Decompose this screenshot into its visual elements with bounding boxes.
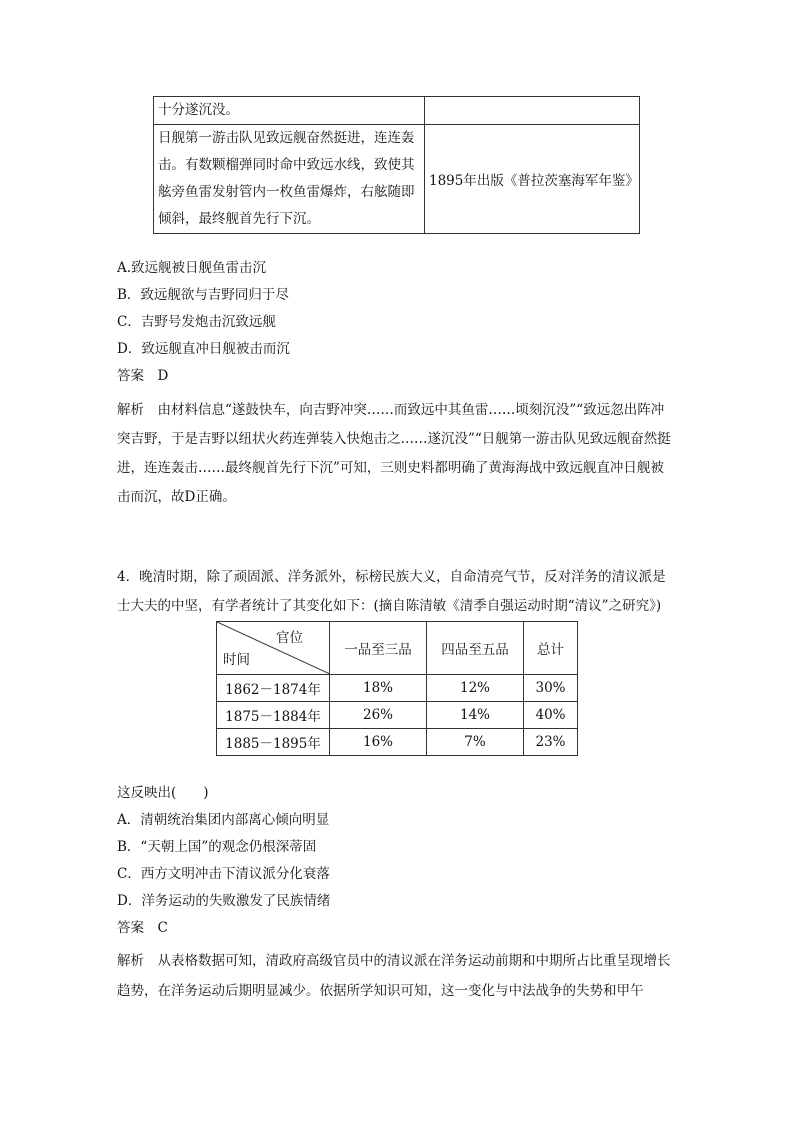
q4-prompt: 这反映出( ) — [117, 785, 209, 801]
table-row — [154, 125, 640, 234]
source-cell-text: 日舰第一游击队见致远舰奋然挺进，连连轰击。有数颗榴弹同时命中致远水线，致使其舷旁鱼雷发射管内一枚鱼雷爆炸，右舷随即倾斜，最终舰首先行下沉。 — [154, 125, 425, 234]
diagonal-header-cell — [217, 622, 330, 675]
q4-analysis: 解析 从表格数据可知，清政府高级官员中的清议派在洋务运动前期和中期所占比重呈现增长趋势，在洋务运动后期明显减少。依据所学知识可知，这一变化与中法战争的失势和甲午 — [117, 953, 671, 999]
q4-option-c: C．西方文明冲击下清议派分化衰落 — [117, 866, 330, 882]
table-header-row — [217, 622, 578, 675]
table-cell: 14% — [427, 702, 524, 729]
table-cell: 26% — [330, 702, 427, 729]
row-period: 1885－1895年 — [217, 729, 330, 756]
header-rank: 官位 — [276, 630, 303, 646]
q3-option-d: D．致远舰直冲日舰被击而沉 — [117, 341, 290, 357]
row-period: 1875－1884年 — [217, 702, 330, 729]
table-cell: 30% — [524, 675, 578, 702]
q3-answer: 答案 D — [117, 368, 169, 384]
q3-analysis: 解析 由材料信息“遂鼓快车，向吉野冲突……而致远中其鱼雷……顷刻沉没”“致远忽出阵冲突吉野，于是吉野以纽状火药连弹装入快炮击之……遂沉没”“日舰第一游击队见致远舰奋然挺进，连连轰击……最终舰首先行下沉”可知，三则史料都明确了黄海海战中致远舰直冲日舰被击而沉，故D正确。 — [117, 402, 671, 505]
table-row — [217, 675, 578, 702]
table-cell: 16% — [330, 729, 427, 756]
table-row — [217, 729, 578, 756]
table-row — [154, 97, 640, 125]
table-row — [217, 702, 578, 729]
q4-answer: 答案 C — [117, 920, 168, 936]
table-cell: 18% — [330, 675, 427, 702]
source-table — [153, 96, 640, 234]
row-period: 1862－1874年 — [217, 675, 330, 702]
q4-option-a: A．清朝统治集团内部离心倾向明显 — [117, 812, 330, 828]
table-cell: 12% — [427, 675, 524, 702]
table-cell: 23% — [524, 729, 578, 756]
header-time: 时间 — [223, 652, 250, 668]
q4-option-d: D．洋务运动的失败激发了民族情绪 — [117, 893, 331, 909]
q4-stem: 4．晚清时期，除了顽固派、洋务派外，标榜民族大义，自命清亮气节，反对洋务的清议派是士大夫的中坚，有学者统计了其变化如下：(摘自陈清敏《清季自强运动时期“清议”之研究》) — [117, 569, 666, 614]
column-header: 一品至三品 — [330, 622, 427, 675]
q3-option-a: A.致远舰被日舰鱼雷击沉 — [117, 260, 267, 276]
q3-option-b: B．致远舰欲与吉野同归于尽 — [117, 287, 289, 303]
q4-option-b: B．“天朝上国”的观念仍根深蒂固 — [117, 839, 317, 855]
table-cell: 7% — [427, 729, 524, 756]
table-cell: 40% — [524, 702, 578, 729]
column-header: 四品至五品 — [427, 622, 524, 675]
source-cell-citation: 1895年出版《普拉茨塞海军年鉴》 — [425, 125, 640, 234]
column-header: 总计 — [524, 622, 578, 675]
source-cell-citation — [425, 97, 640, 125]
statistics-table — [216, 621, 578, 756]
q3-option-c: C．吉野号发炮击沉致远舰 — [117, 314, 276, 330]
source-cell-text: 十分遂沉没。 — [154, 97, 425, 125]
